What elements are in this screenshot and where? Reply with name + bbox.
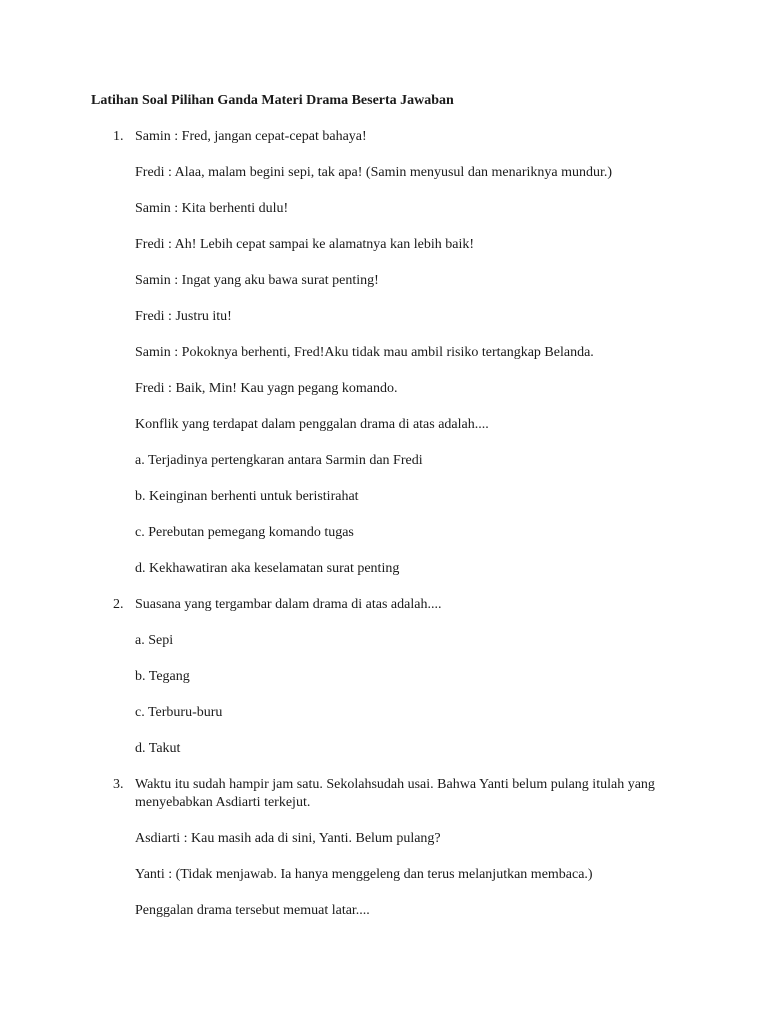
question-number: 3.: [113, 777, 124, 792]
dialogue-line: Fredi : Ah! Lebih cepat sampai ke alamatnya kan lebih baik!: [135, 237, 474, 252]
document-title: Latihan Soal Pilihan Ganda Materi Drama Beserta Jawaban: [91, 93, 454, 108]
dialogue-line: Samin : Pokoknya berhenti, Fred!Aku tidak mau ambil risiko tertangkap Belanda.: [135, 345, 594, 360]
answer-option: b. Tegang: [135, 669, 190, 684]
answer-option: c. Terburu-buru: [135, 705, 223, 720]
answer-option: b. Keinginan berhenti untuk beristirahat: [135, 489, 359, 504]
question-number: 2.: [113, 597, 124, 612]
dialogue-line: Yanti : (Tidak menjawab. Ia hanya menggeleng dan terus melanjutkan membaca.): [135, 867, 593, 882]
narration-paragraph: Waktu itu sudah hampir jam satu. Sekolahsudah usai. Bahwa Yanti belum pulang itulah yang menyebabkan Asdiarti terkejut.: [135, 777, 655, 810]
question-prompt: Konflik yang terdapat dalam penggalan drama di atas adalah....: [135, 417, 489, 432]
answer-option: d. Kekhawatiran aka keselamatan surat penting: [135, 561, 400, 576]
question-prompt: Penggalan drama tersebut memuat latar....: [135, 903, 370, 918]
answer-option: c. Perebutan pemegang komando tugas: [135, 525, 354, 540]
dialogue-line: Fredi : Justru itu!: [135, 309, 232, 324]
question-number: 1.: [113, 129, 124, 144]
dialogue-line: Fredi : Baik, Min! Kau yagn pegang komando.: [135, 381, 398, 396]
answer-option: a. Sepi: [135, 633, 174, 648]
dialogue-line: Samin : Fred, jangan cepat-cepat bahaya!: [135, 129, 367, 144]
answer-option: d. Takut: [135, 741, 181, 756]
dialogue-line: Asdiarti : Kau masih ada di sini, Yanti. Belum pulang?: [135, 831, 441, 846]
answer-option: a. Terjadinya pertengkaran antara Sarmin dan Fredi: [135, 453, 423, 468]
dialogue-line: Samin : Kita berhenti dulu!: [135, 201, 289, 216]
question-prompt: Suasana yang tergambar dalam drama di atas adalah....: [135, 597, 442, 612]
dialogue-line: Fredi : Alaa, malam begini sepi, tak apa! (Samin menyusul dan menariknya mundur.): [135, 165, 613, 180]
dialogue-line: Samin : Ingat yang aku bawa surat penting!: [135, 273, 379, 288]
